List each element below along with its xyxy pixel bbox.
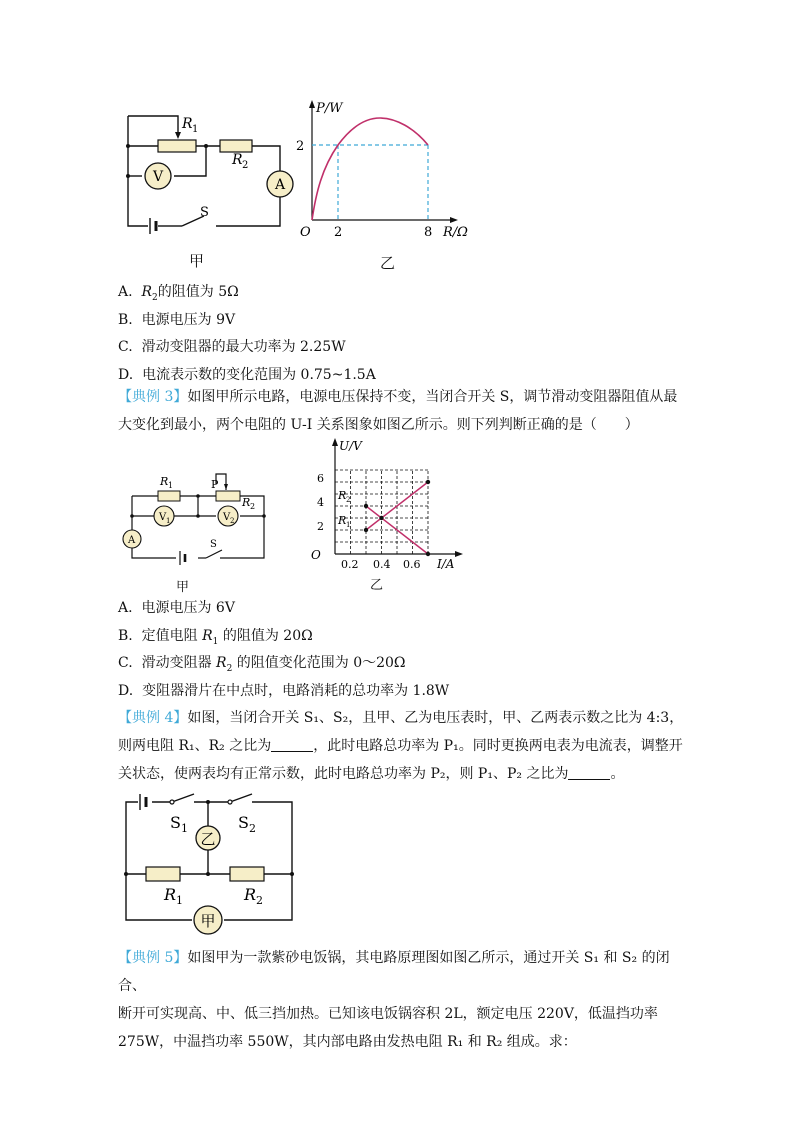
- svg-text:V: V: [223, 512, 231, 523]
- svg-text:0.4: 0.4: [373, 558, 391, 571]
- svg-text:1: 1: [176, 894, 183, 907]
- svg-text:R: R: [242, 496, 251, 509]
- data-point-r1: [426, 480, 430, 484]
- ex3-graph: [305, 436, 470, 571]
- ex3-option-a: A. 电源电压为 6V: [118, 600, 235, 616]
- answer-blank-2[interactable]: [568, 765, 610, 780]
- example3-stem: 【典例 3】如图甲所示电路，电源电压保持不变，当闭合开关 S，调节滑动变阻器阻值从最大变化到最小，两个电阻的 U-I 关系图象如图乙所示。则下列判断正确的是（ ）: [118, 389, 678, 433]
- svg-text:R/Ω: R/Ω: [443, 225, 468, 240]
- data-point-r2: [426, 552, 430, 556]
- svg-text:R: R: [244, 885, 257, 904]
- ex4-circuit: [118, 788, 303, 938]
- svg-text:0.6: 0.6: [403, 558, 421, 571]
- svg-text:2: 2: [334, 225, 343, 240]
- svg-text:A: A: [274, 177, 286, 193]
- fig1-graph: [296, 98, 480, 248]
- svg-text:O: O: [311, 548, 321, 562]
- svg-text:2: 2: [249, 822, 256, 835]
- power-curve: [312, 118, 428, 220]
- svg-text:R: R: [164, 885, 177, 904]
- svg-text:1: 1: [192, 124, 199, 135]
- svg-text:R: R: [160, 475, 169, 488]
- example4-stem: 【典例 4】如图，当闭合开关 S₁、S₂，且甲、乙为电压表时，甲、乙两表示数之比为 4:3， 则两电阻 R₁、R₂ 之比为 ，此时电路总功率为 P₁。同时更换两电表为电流表，调整开 关状态，使两表均有正常示数，此时电路总功率为 P₂，则 P₁、P₂ 之比为 。: [118, 710, 684, 782]
- svg-text:R: R: [232, 152, 243, 168]
- svg-text:A: A: [128, 535, 136, 546]
- data-point-r1: [364, 528, 368, 532]
- fig1-caption-yi: 乙: [380, 254, 396, 272]
- svg-text:2: 2: [250, 502, 256, 511]
- svg-text:P/W: P/W: [316, 101, 343, 116]
- svg-text:S: S: [170, 813, 181, 832]
- r1-resistor: [158, 140, 196, 152]
- svg-text:2: 2: [230, 517, 235, 525]
- r2-resistor: [220, 140, 252, 152]
- svg-text:2: 2: [317, 520, 324, 533]
- svg-text:2: 2: [296, 139, 305, 154]
- svg-text:I/A: I/A: [437, 557, 455, 571]
- svg-text:1: 1: [181, 822, 188, 835]
- ex3-option-b: B. 定值电阻 $R_1$ 的阻值为 20Ω: [118, 628, 313, 647]
- svg-text:O: O: [300, 225, 311, 240]
- svg-text:R: R: [338, 489, 347, 502]
- svg-text:甲: 甲: [200, 912, 216, 930]
- example4-tag: 【典例 4】: [118, 710, 188, 726]
- ex3-option-c: C. 滑动变阻器 $R_2$ 的阻值变化范围为 0～20Ω: [118, 655, 406, 674]
- option-c: C. 滑动变阻器的最大功率为 2.25W: [118, 339, 346, 355]
- svg-text:2: 2: [346, 496, 351, 504]
- svg-text:S: S: [210, 539, 217, 550]
- svg-text:6: 6: [317, 472, 324, 485]
- svg-text:1: 1: [168, 481, 174, 490]
- svg-text:R: R: [182, 116, 193, 132]
- option-a: A. $R_2$的阻值为 5Ω: [118, 284, 239, 303]
- svg-text:2: 2: [256, 894, 263, 907]
- svg-text:V: V: [159, 512, 167, 523]
- svg-text:2: 2: [242, 160, 249, 171]
- svg-text:4: 4: [317, 496, 324, 509]
- data-point-r2: [364, 504, 368, 508]
- option-b: B. 电源电压为 9V: [118, 312, 236, 328]
- svg-text:1: 1: [346, 521, 351, 529]
- example5-tag: 【典例 5】: [118, 950, 188, 966]
- intersection-point: [379, 516, 383, 520]
- svg-text:R: R: [338, 514, 347, 527]
- ex3-option-d: D. 变阻器滑片在中点时，电路消耗的总功率为 1.8W: [118, 683, 450, 699]
- answer-blank-1[interactable]: [271, 737, 313, 752]
- option-d: D. 电流表示数的变化范围为 0.75~1.5A: [118, 367, 376, 383]
- svg-text:S: S: [200, 205, 209, 220]
- svg-text:乙: 乙: [200, 830, 216, 848]
- svg-text:S: S: [238, 813, 249, 832]
- example3-tag: 【典例 3】: [118, 389, 188, 405]
- svg-text:8: 8: [424, 225, 433, 240]
- fig1-circuit: [120, 108, 300, 243]
- svg-text:1: 1: [166, 517, 171, 525]
- svg-text:V: V: [152, 169, 164, 185]
- ex3-caption-jia: 甲: [176, 580, 190, 595]
- svg-text:U/V: U/V: [339, 439, 362, 453]
- svg-text:P: P: [211, 478, 219, 491]
- ex3-circuit: [118, 470, 268, 570]
- example5-stem: 【典例 5】如图甲为一款紫砂电饭锅，其电路原理图如图乙所示，通过开关 S₁ 和 S₂ 的闭合、 断开可实现高、中、低三挡加热。已知该电饭锅容积 2L，额定电压 220V，低温挡功率 275W，中温挡功率 550W，其内部电路由发热电阻 R₁ 和 R₂ 组成。求：: [118, 950, 670, 1050]
- ex3-caption-yi: 乙: [370, 578, 384, 593]
- svg-text:0.2: 0.2: [341, 558, 359, 571]
- fig1-caption-jia: 甲: [189, 252, 205, 270]
